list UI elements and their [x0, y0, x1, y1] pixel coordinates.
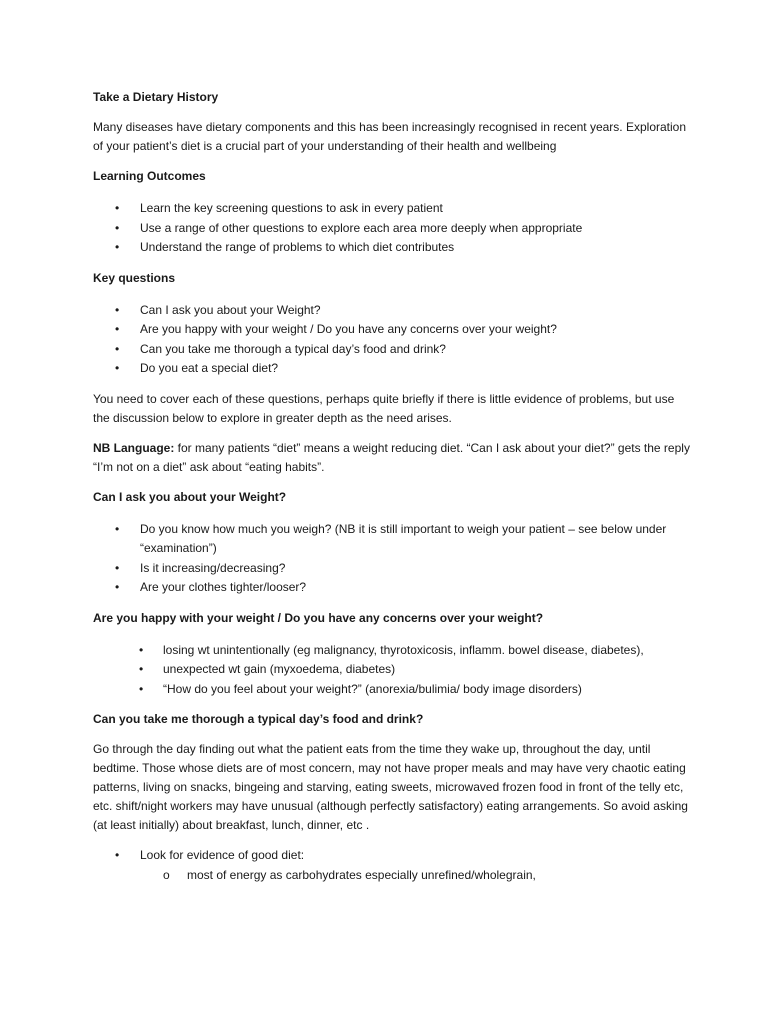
sub-list-item: o most of energy as carbohydrates especially unrefined/wholegrain,	[93, 866, 693, 885]
key-questions-list	[93, 301, 693, 379]
list-item: • Can you take me thorough a typical day’s food and drink?	[93, 340, 693, 360]
learning-outcomes-list	[93, 199, 693, 258]
list-item: • unexpected wt gain (myxoedema, diabetes)	[93, 660, 693, 680]
list-item: • Learn the key screening questions to ask in every patient	[93, 199, 693, 219]
list-item: • Do you know how much you weigh? (NB it is still important to weigh your patient – see below under “examination”)	[93, 520, 693, 559]
weight-heading: Can I ask you about your Weight?	[93, 489, 287, 504]
typical-day-paragraph: Go through the day finding out what the patient eats from the time they wake up, throughout the day, until bedtime. Those whose diets are of most concern, may not have proper meals and may have very chaotic eating patterns, living on snacks, bingeing and starving, eating sweets, microwaved frozen food in front of the telly etc, etc. shift/night workers may have unusual (although perfectly satisfactory) eating arrangements. So avoid asking (at least initially) about breakfast, lunch, dinner, etc .	[93, 742, 688, 832]
list-item: • Use a range of other questions to explore each area more deeply when appropriate	[93, 219, 693, 239]
nb-language-label: NB Language:	[93, 440, 175, 455]
list-item: • losing wt unintentionally (eg malignancy, thyrotoxicosis, inflamm. bowel disease, diabetes),	[93, 641, 693, 661]
document-title: Take a Dietary History	[93, 90, 219, 104]
nb-language-paragraph	[93, 439, 693, 477]
weight-list	[93, 520, 693, 598]
key-questions-heading: Key questions	[93, 270, 176, 285]
happy-weight-list	[93, 641, 693, 700]
typical-day-heading: Can you take me thorough a typical day’s food and drink?	[93, 712, 424, 726]
intro-paragraph: Many diseases have dietary components and this has been increasingly recognised in recent years. Exploration of your patient’s diet is a crucial part of your understanding of their health and wellbeing	[93, 120, 687, 153]
list-item: • Is it increasing/decreasing?	[93, 559, 693, 579]
list-item: • Look for evidence of good diet:	[93, 846, 693, 866]
list-item: • Do you eat a special diet?	[93, 359, 693, 379]
nb-language-text: for many patients “diet” means a weight reducing diet. “Can I ask about your diet?” gets the reply “I’m not on a diet” ask about “eating habits”.	[93, 440, 690, 474]
list-item: • “How do you feel about your weight?” (anorexia/bulimia/ body image disorders)	[93, 680, 693, 700]
happy-weight-heading: Are you happy with your weight / Do you have any concerns over your weight?	[93, 610, 544, 625]
typical-day-list	[93, 846, 693, 866]
list-item: • Are your clothes tighter/looser?	[93, 578, 693, 598]
list-item: • Can I ask you about your Weight?	[93, 301, 693, 321]
document-page	[93, 88, 693, 885]
cover-note-paragraph: You need to cover each of these questions, perhaps quite briefly if there is little evidence of problems, but use the discussion below to explore in greater depth as the need arises.	[93, 391, 675, 425]
list-item: • Understand the range of problems to which diet contributes	[93, 238, 693, 258]
list-item: • Are you happy with your weight / Do you have any concerns over your weight?	[93, 320, 693, 340]
good-diet-sublist	[93, 866, 693, 885]
learning-outcomes-heading: Learning Outcomes	[93, 169, 206, 183]
